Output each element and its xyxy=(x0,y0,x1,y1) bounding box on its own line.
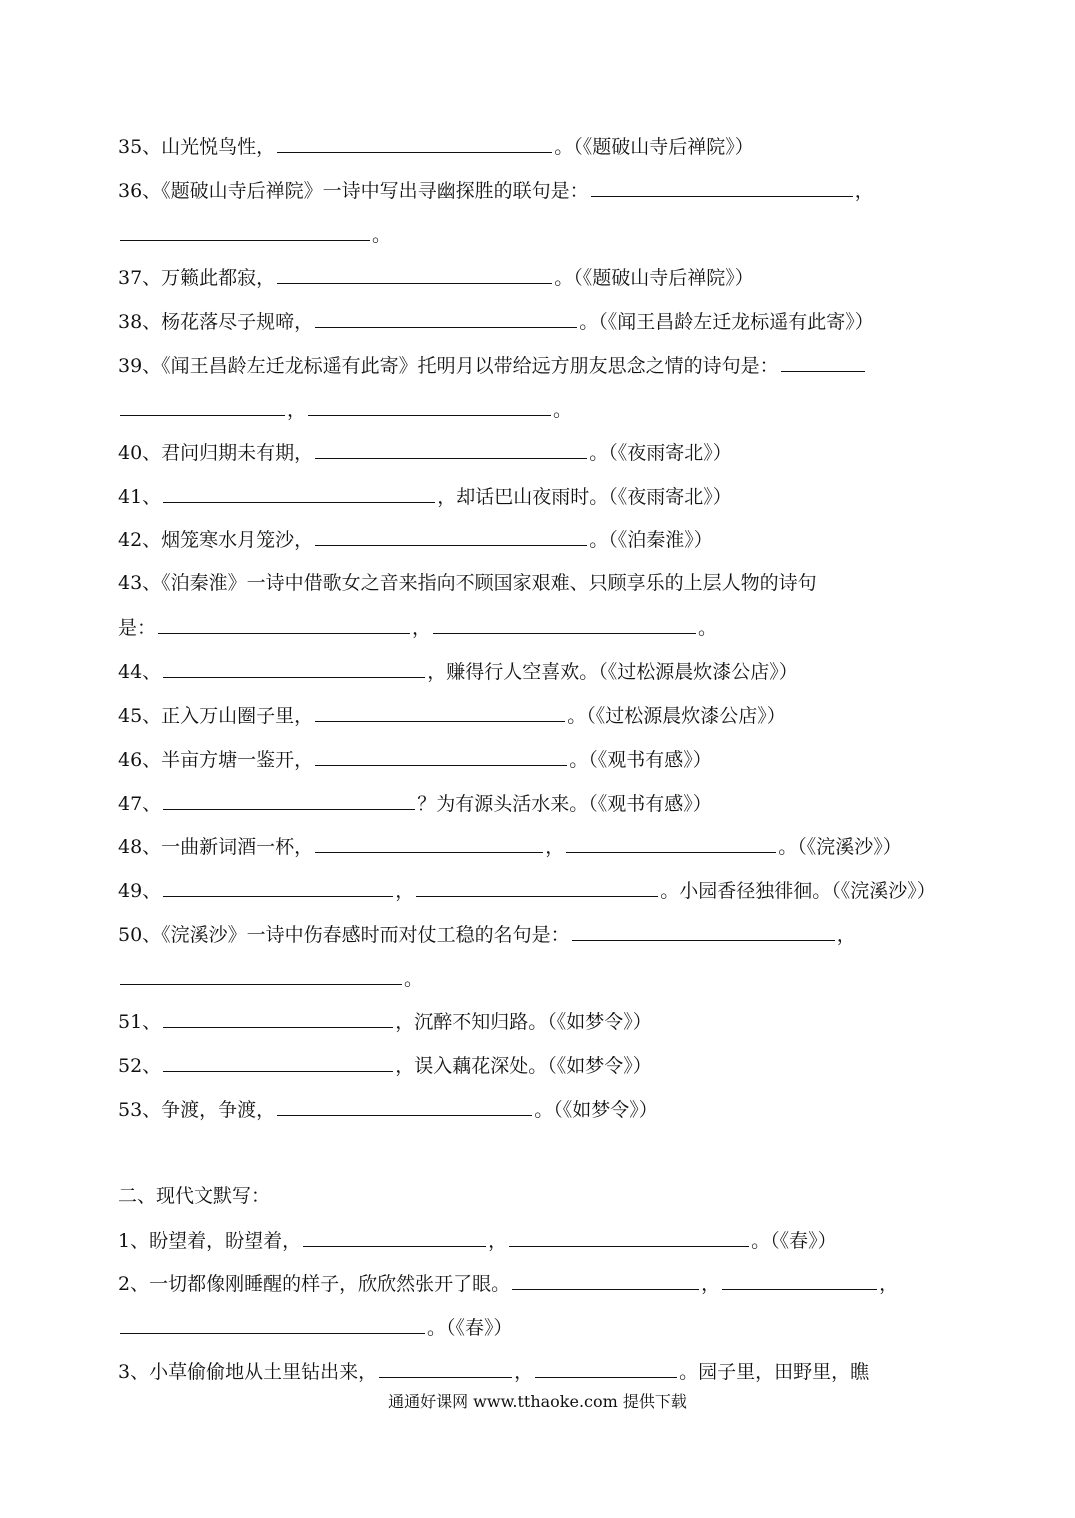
answer-blank[interactable] xyxy=(572,919,835,941)
answer-blank[interactable] xyxy=(315,700,565,722)
question-text: 2、一切都像刚睡醒的样子，欣欣然张开了眼。 xyxy=(118,1273,511,1295)
answer-blank[interactable] xyxy=(303,1225,486,1247)
answer-blank[interactable] xyxy=(308,394,551,416)
answer-blank[interactable] xyxy=(163,481,435,503)
answer-blank[interactable] xyxy=(379,1356,512,1378)
answer-blank[interactable] xyxy=(120,394,285,416)
answer-blank[interactable] xyxy=(163,788,415,810)
question-line xyxy=(118,1225,963,1255)
answer-blank[interactable] xyxy=(315,831,543,853)
question-text: 42、烟笼寒水月笼沙， xyxy=(118,529,314,551)
question-text: 38、杨花落尽子规啼， xyxy=(118,311,314,333)
question-line xyxy=(118,700,963,730)
question-line xyxy=(118,788,963,818)
answer-blank[interactable] xyxy=(163,875,393,897)
answer-blank[interactable] xyxy=(509,1225,749,1247)
question-line xyxy=(118,394,963,424)
question-text: ， xyxy=(488,1230,508,1252)
answer-blank[interactable] xyxy=(315,524,587,546)
question-line xyxy=(118,1356,963,1386)
question-text: 。（《泊秦淮》） xyxy=(589,529,713,551)
answer-blank[interactable] xyxy=(535,1356,677,1378)
question-text: 39、《闻王昌龄左迁龙标遥有此寄》托明月以带给远方朋友思念之情的诗句是： xyxy=(118,355,779,377)
question-line xyxy=(118,612,963,642)
question-line xyxy=(118,481,963,511)
question-text: 37、万籁此都寂， xyxy=(118,267,276,289)
question-text: ， xyxy=(854,180,874,202)
answer-blank[interactable] xyxy=(315,306,577,328)
question-line xyxy=(118,350,963,380)
answer-blank[interactable] xyxy=(722,1268,877,1290)
answer-blank[interactable] xyxy=(163,1006,393,1028)
page-footer: 通通好课网 www.tthaoke.com 提供下载 xyxy=(388,1392,687,1411)
question-text: ， xyxy=(287,399,307,421)
question-line xyxy=(118,1312,963,1342)
question-line xyxy=(118,875,963,905)
question-text: ， xyxy=(412,617,432,639)
question-text: 。（《夜雨寄北》） xyxy=(589,442,732,464)
answer-blank[interactable] xyxy=(277,262,552,284)
answer-blank[interactable] xyxy=(120,219,370,241)
answer-blank[interactable] xyxy=(277,131,552,153)
question-text: 。（《过松源晨炊漆公店》） xyxy=(567,705,786,727)
question-text: ， xyxy=(545,836,565,858)
question-line xyxy=(118,744,963,774)
answer-blank[interactable] xyxy=(416,875,658,897)
question-line xyxy=(118,306,963,336)
question-text: ， xyxy=(514,1361,534,1383)
question-text: ，赚得行人空喜欢。（《过松源晨炊漆公店》） xyxy=(427,661,798,683)
question-line xyxy=(118,1094,963,1124)
question-text: 40、君问归期未有期， xyxy=(118,442,314,464)
question-text: 。 xyxy=(698,617,718,639)
question-text: ？为有源头活水来。（《观书有感》） xyxy=(417,793,712,815)
question-text: 是： xyxy=(118,617,157,639)
question-line xyxy=(118,1181,963,1211)
question-line xyxy=(118,1268,963,1298)
question-line xyxy=(118,131,963,161)
question-line xyxy=(118,437,963,467)
answer-blank[interactable] xyxy=(315,744,567,766)
question-text: ，沉醉不知归路。（《如梦令》） xyxy=(395,1011,652,1033)
question-text: 3、小草偷偷地从土里钻出来， xyxy=(118,1361,378,1383)
question-text: 53、争渡，争渡， xyxy=(118,1099,276,1121)
question-text: 。（《闻王昌龄左迁龙标遥有此寄》） xyxy=(579,311,874,333)
question-text: 。（《春》） xyxy=(751,1230,837,1252)
question-text: 46、半亩方塘一鉴开， xyxy=(118,749,314,771)
question-text: 36、《题破山寺后禅院》一诗中写出寻幽探胜的联句是： xyxy=(118,180,589,202)
question-text: ， xyxy=(836,924,856,946)
answer-blank[interactable] xyxy=(433,612,696,634)
question-text: 1、盼望着，盼望着， xyxy=(118,1230,302,1252)
answer-blank[interactable] xyxy=(315,437,587,459)
question-text: 41、 xyxy=(118,486,162,508)
answer-blank[interactable] xyxy=(277,1094,532,1116)
answer-blank[interactable] xyxy=(120,1312,425,1334)
question-text: 。园子里，田野里，瞧 xyxy=(679,1361,870,1383)
question-text: 43、《泊秦淮》一诗中借歌女之音来指向不顾国家艰难、只顾享乐的上层人物的诗句 xyxy=(118,572,817,594)
answer-blank[interactable] xyxy=(120,963,402,985)
answer-blank[interactable] xyxy=(163,656,425,678)
question-line xyxy=(118,524,963,554)
question-text: 。 xyxy=(553,399,573,421)
question-line xyxy=(118,175,963,205)
question-line xyxy=(118,831,963,861)
question-text: 47、 xyxy=(118,793,162,815)
question-text: ， xyxy=(879,1273,899,1295)
answer-blank[interactable] xyxy=(781,350,865,372)
question-text: 45、正入万山圈子里， xyxy=(118,705,314,727)
question-text: 。（《浣溪沙》） xyxy=(778,836,902,858)
question-text: 。 xyxy=(404,968,424,990)
question-line xyxy=(118,219,963,249)
question-text: ，却话巴山夜雨时。（《夜雨寄北》） xyxy=(437,486,732,508)
question-text: 52、 xyxy=(118,1055,162,1077)
answer-blank[interactable] xyxy=(512,1268,699,1290)
question-line xyxy=(118,262,963,292)
question-line xyxy=(118,963,963,993)
answer-blank[interactable] xyxy=(163,1050,393,1072)
question-text: 48、一曲新词酒一杯， xyxy=(118,836,314,858)
question-text: 49、 xyxy=(118,880,162,902)
question-text: 50、《浣溪沙》一诗中伤春感时而对仗工稳的名句是： xyxy=(118,924,570,946)
question-text: 二、现代文默写： xyxy=(118,1185,271,1207)
question-line xyxy=(118,919,963,949)
question-text: 。（《春》） xyxy=(427,1317,513,1339)
question-text: 44、 xyxy=(118,661,162,683)
question-text: ， xyxy=(701,1273,721,1295)
question-text: ，误入藕花深处。（《如梦令》） xyxy=(395,1055,652,1077)
question-text: 51、 xyxy=(118,1011,162,1033)
question-line xyxy=(118,656,963,686)
question-text: ， xyxy=(395,880,415,902)
question-text: 。（《观书有感》） xyxy=(569,749,712,771)
question-text: 。（《题破山寺后禅院》） xyxy=(554,136,754,158)
answer-blank[interactable] xyxy=(566,831,776,853)
answer-blank[interactable] xyxy=(158,612,410,634)
question-text: 。（《如梦令》） xyxy=(534,1099,658,1121)
question-line xyxy=(118,1006,963,1036)
question-text: 。 xyxy=(372,224,392,246)
question-line xyxy=(118,1050,963,1080)
answer-blank[interactable] xyxy=(591,175,853,197)
question-text: 35、山光悦鸟性， xyxy=(118,136,276,158)
question-text: 。小园香径独徘徊。（《浣溪沙》） xyxy=(660,880,936,902)
question-line xyxy=(118,568,963,598)
question-text: 。（《题破山寺后禅院》） xyxy=(554,267,754,289)
